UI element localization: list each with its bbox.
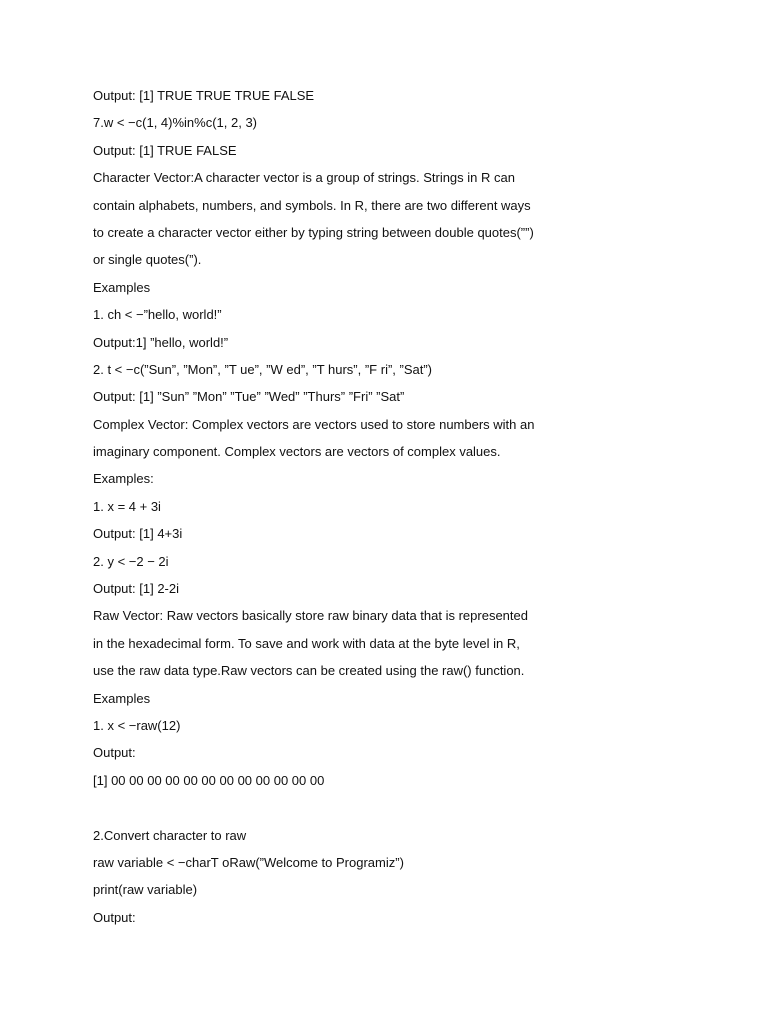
text-line: Output: [1] ”Sun” ”Mon” ”Tue” ”Wed” ”Thurs” ”Fri” ”Sat” (93, 389, 405, 405)
text-line: 7.w < −c(1, 4)%in%c(1, 2, 3) (93, 115, 258, 131)
text-line: Output: [1] TRUE TRUE TRUE FALSE (93, 88, 315, 103)
text-line: in the hexadecimal form. To save and work with data at the byte level in R, (93, 635, 520, 651)
text-line: or single quotes(”). (93, 252, 202, 268)
text-line: Examples: (93, 471, 154, 487)
text-line: Output: [1] TRUE FALSE (93, 142, 237, 158)
text-line: Character Vector:A character vector is a group of strings. Strings in R can (93, 170, 515, 186)
text-line: to create a character vector either by typing string between double quotes(””) (93, 224, 534, 240)
blank-line (93, 794, 733, 821)
text-line: Examples (93, 690, 151, 706)
text-line: use the raw data type.Raw vectors can be created using the raw() function. (93, 663, 525, 679)
text-line: Examples (93, 279, 151, 295)
text-line: contain alphabets, numbers, and symbols. In R, there are two different ways (93, 197, 531, 213)
text-line: Output: [1] 4+3i (93, 526, 183, 542)
document-body (93, 82, 733, 931)
text-line: Output: (93, 909, 136, 925)
text-line: imaginary component. Complex vectors are vectors of complex values. (93, 444, 501, 460)
text-line: 1. ch < −”hello, world!” (93, 307, 222, 323)
text-line: Output: [1] 2-2i (93, 581, 179, 597)
text-line: Complex Vector: Complex vectors are vectors used to store numbers with an (93, 416, 535, 432)
text-line: Raw Vector: Raw vectors basically store raw binary data that is represented (93, 608, 528, 624)
text-line: 1. x < −raw(12) (93, 717, 181, 733)
text-line: 2. t < −c(”Sun”, ”Mon”, ”T ue”, ”W ed”, ”T hurs”, ”F ri”, ”Sat”) (93, 361, 433, 377)
text-line: raw variable < −charT oRaw(”Welcome to Programiz”) (93, 854, 404, 870)
text-line: 2. y < −2 − 2i (93, 553, 169, 569)
text-line: [1] 00 00 00 00 00 00 00 00 00 00 00 00 (93, 772, 325, 788)
text-line: Output:1] ”hello, world!” (93, 334, 229, 350)
text-line: 2.Convert character to raw (93, 827, 247, 843)
text-line: 1. x = 4 + 3i (93, 498, 161, 514)
text-line: Output: (93, 745, 136, 761)
text-line: print(raw variable) (93, 882, 198, 898)
